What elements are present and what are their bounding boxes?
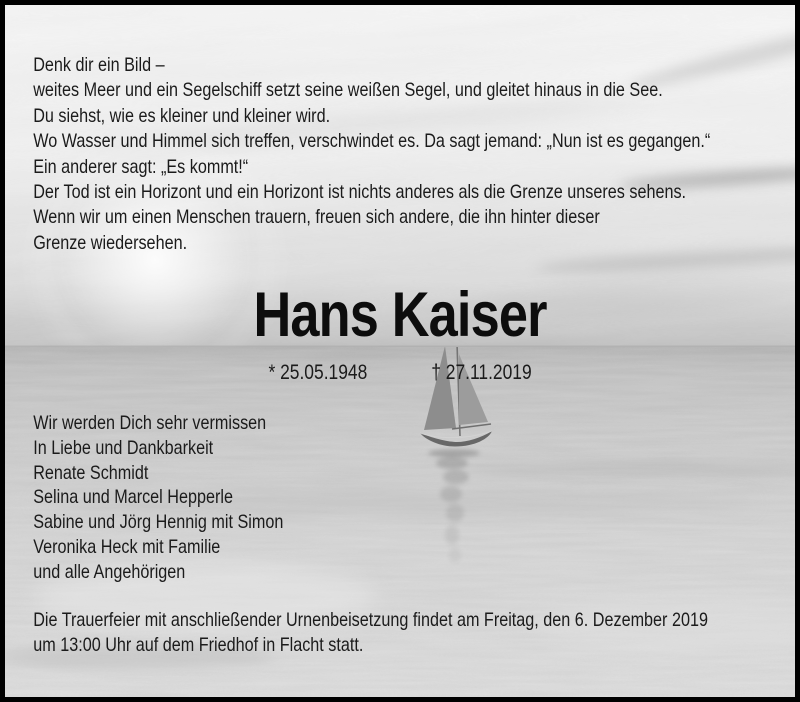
mourner-line: Selina und Marcel Hepperle xyxy=(33,486,233,509)
deceased-name: Hans Kaiser xyxy=(253,280,547,350)
mourners-list xyxy=(33,411,283,585)
mourner-line: Veronika Heck mit Familie xyxy=(33,535,221,558)
poem-line: Du siehst, wie es kleiner und kleiner wird. xyxy=(33,104,331,127)
poem-line: Grenze wiedersehen. xyxy=(33,231,188,254)
funeral-line: um 13:00 Uhr auf dem Friedhof in Flacht statt. xyxy=(33,634,364,657)
poem-line: Wo Wasser und Himmel sich treffen, verschwindet es. Da sagt jemand: „Nun ist es gegangen.“ xyxy=(33,130,711,153)
mourner-line: Sabine und Jörg Hennig mit Simon xyxy=(33,511,284,534)
funeral-info xyxy=(33,608,708,659)
poem-line: Ein anderer sagt: „Es kommt!“ xyxy=(33,155,249,178)
mourner-line: und alle Angehörigen xyxy=(33,560,186,583)
poem-line: Der Tod ist ein Horizont und ein Horizont ist nichts anderes als die Grenze unseres sehens. xyxy=(33,181,687,204)
death-date: † 27.11.2019 xyxy=(431,361,532,384)
poem-line: Wenn wir um einen Menschen trauern, freuen sich andere, die ihn hinter dieser xyxy=(33,206,600,229)
life-dates xyxy=(5,361,795,385)
birth-date: * 25.05.1948 xyxy=(268,361,368,384)
funeral-line: Die Trauerfeier mit anschließender Urnenbeisetzung findet am Freitag, den 6. Dezember 2019 xyxy=(33,609,708,631)
poem-line: weites Meer und ein Segelschiff setzt seine weißen Segel, und gleitet hinaus in die See. xyxy=(33,79,663,102)
poem-line: Denk dir ein Bild – xyxy=(33,54,165,76)
memorial-poem xyxy=(33,53,710,256)
mourner-line: Wir werden Dich sehr vermissen xyxy=(33,412,267,434)
mourner-line: Renate Schmidt xyxy=(33,461,149,484)
text-layer xyxy=(5,5,795,697)
mourner-line: In Liebe und Dankbarkeit xyxy=(33,436,214,459)
